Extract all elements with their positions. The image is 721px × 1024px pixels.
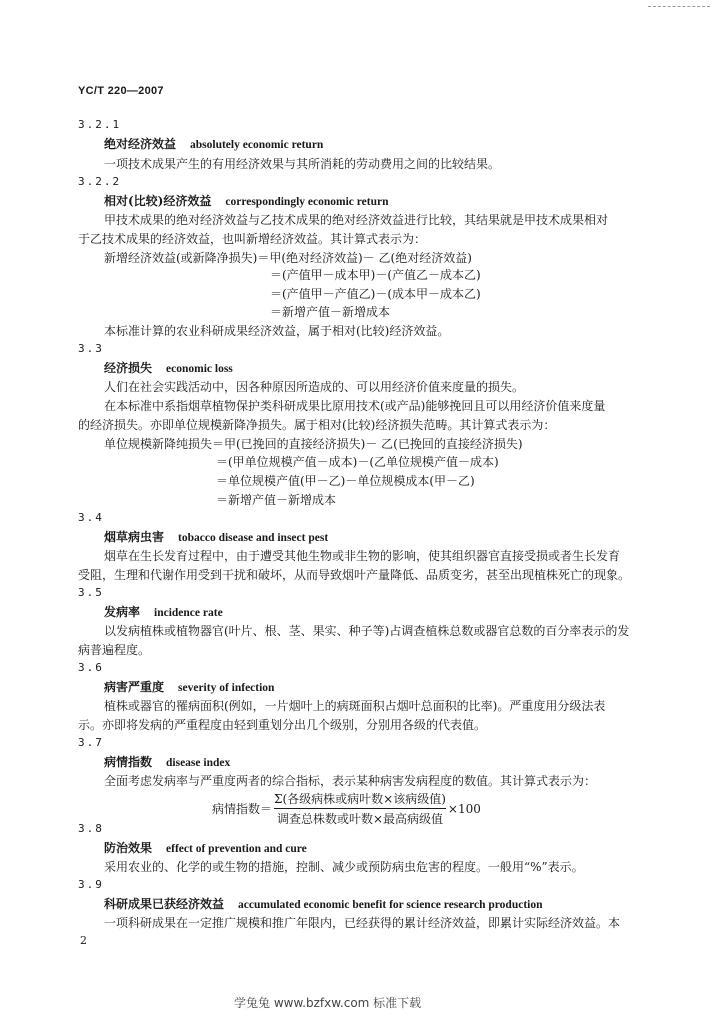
term-en: economic loss — [166, 363, 233, 375]
term-heading — [104, 605, 223, 620]
term-zh: 经济损失 — [104, 361, 153, 375]
standard-code: YC/T 220—2007 — [78, 85, 164, 97]
term-zh: 病情指数 — [104, 755, 153, 769]
definition-text: 在本标准中系指烟草植物保护类科研成果比原用技术(或产品)能够挽回且可以用经济价值来度量 — [104, 399, 606, 413]
clause-number: 3.2.2 — [78, 175, 122, 188]
definition-text: 以发病植株或植物器官(叶片、根、茎、果实、种子等)占调查植株总数或器官总数的百分率表示的发 — [104, 624, 630, 638]
definition-text: 的经济损失。亦即单位规模新降净损失。属于相对(比较)经济损失范畴。其计算式表示为： — [78, 418, 556, 432]
top-dashed-rule — [648, 6, 710, 7]
term-zh: 烟草病虫害 — [104, 530, 165, 544]
term-zh: 病害严重度 — [104, 680, 165, 694]
formula-line: ＝(甲单位规模产值－成本)－(乙单位规模产值－成本) — [216, 455, 499, 469]
definition-text: 人们在社会实践活动中，因各种原因所造成的、可以用经济价值来度量的损失。 — [104, 380, 525, 394]
clause-number: 3.4 — [78, 511, 104, 524]
term-en: absolutely economic return — [190, 139, 324, 151]
disease-index-formula — [212, 790, 481, 827]
clause-number: 3.3 — [78, 342, 104, 355]
clause-number: 3.2.1 — [78, 118, 122, 131]
term-heading — [104, 755, 230, 770]
term-en: incidence rate — [154, 607, 223, 619]
term-en: tobacco disease and insect pest — [178, 532, 329, 544]
clause-number: 3.7 — [78, 736, 104, 749]
definition-text: 烟草在生长发育过程中，由于遭受其他生物或非生物的影响，使其组织器官直接受损或者生长发育 — [104, 549, 621, 563]
term-heading — [104, 194, 388, 209]
formula-line: ＝(产值甲－产值乙)－(成本甲－成本乙) — [270, 287, 481, 301]
formula-line: ＝单位规模产值(甲－乙)－单位规模成本(甲－乙) — [216, 474, 475, 488]
footer-watermark: 学兔兔 www.bzfxw.com 标准下载 — [234, 996, 422, 1010]
term-heading — [104, 530, 328, 545]
definition-text: 病普遍程度。 — [78, 643, 151, 657]
clause-number: 3.5 — [78, 586, 104, 599]
definition-text: 甲技术成果的绝对经济效益与乙技术成果的绝对经济效益进行比较，其结果就是甲技术成果相对 — [104, 213, 609, 227]
term-zh: 绝对经济效益 — [104, 137, 177, 151]
formula-line: ＝新增产值－新增成本 — [216, 493, 337, 507]
term-en: disease index — [166, 757, 231, 769]
clause-number: 3.8 — [78, 822, 104, 835]
term-zh: 相对(比较)经济效益 — [104, 194, 212, 208]
term-zh: 科研成果已获经济效益 — [104, 897, 225, 911]
term-en: correspondingly economic return — [225, 196, 389, 208]
term-heading — [104, 137, 323, 152]
formula-line: ＝(产值甲－成本甲)－(产值乙－成本乙) — [270, 268, 481, 282]
definition-text: 采用农业的、化学的或生物的措施，控制、减少或预防病虫危害的程度。一般用“%”表示。 — [104, 860, 584, 874]
term-en: effect of prevention and cure — [166, 843, 307, 855]
definition-text: 全面考虑发病率与严重度两者的综合指标，表示某种病害发病程度的数值。其计算式表示为： — [104, 774, 597, 788]
fraction-bar — [274, 808, 446, 809]
page-number: 2 — [80, 934, 87, 947]
formula-line: 单位规模新降纯损失＝甲(已挽回的直接经济损失)－ 乙(已挽回的直接经济损失) — [104, 437, 523, 451]
note-text: 本标准计算的农业科研成果经济效益，属于相对(比较)经济效益。 — [104, 324, 450, 338]
term-zh: 发病率 — [104, 605, 141, 619]
formula-rhs: ×100 — [447, 801, 481, 816]
definition-text: 示。亦即将发病的严重程度由轻到重划分出几个级别，分别用各级的代表值。 — [78, 718, 487, 732]
definition-text: 受阻，生理和代谢作用受到干扰和破坏，从而导致烟叶产量降低、品质变劣，甚至出现植株死亡的现象。 — [78, 568, 631, 582]
term-heading — [104, 361, 233, 376]
formula-lhs: 病情指数＝ — [212, 802, 273, 816]
term-zh: 防治效果 — [104, 841, 153, 855]
formula-denominator: 调查总株数或叶数×最高病级值 — [276, 812, 443, 826]
formula-line: ＝新增产值－新增成本 — [270, 305, 391, 319]
clause-number: 3.9 — [78, 878, 104, 891]
formula-numerator: Σ(各级病株或病叶数×该病级值) — [274, 792, 446, 806]
definition-text: 一项科研成果在一定推广规模和推广年限内，已经获得的累计经济效益，即累计实际经济效益。本 — [104, 916, 621, 930]
definition-text: 植株或器官的罹病面积(例如，一片烟叶上的病斑面积占烟叶总面积的比率)。严重度用分级法表 — [104, 699, 606, 713]
definition-text: 于乙技术成果的经济效益，也叫新增经济效益。其计算式表示为： — [78, 232, 427, 246]
term-en: severity of infection — [178, 682, 275, 694]
definition-text: 一项技术成果产生的有用经济效果与其所消耗的劳动费用之间的比较结果。 — [104, 157, 501, 171]
term-heading — [104, 841, 307, 856]
clause-number: 3.6 — [78, 661, 104, 674]
term-en: accumulated economic benefit for science research production — [238, 899, 543, 911]
term-heading — [104, 897, 543, 912]
term-heading — [104, 680, 274, 695]
formula-line: 新增经济效益(或新降净损失)＝甲(绝对经济效益)－ 乙(绝对经济效益) — [104, 251, 472, 265]
